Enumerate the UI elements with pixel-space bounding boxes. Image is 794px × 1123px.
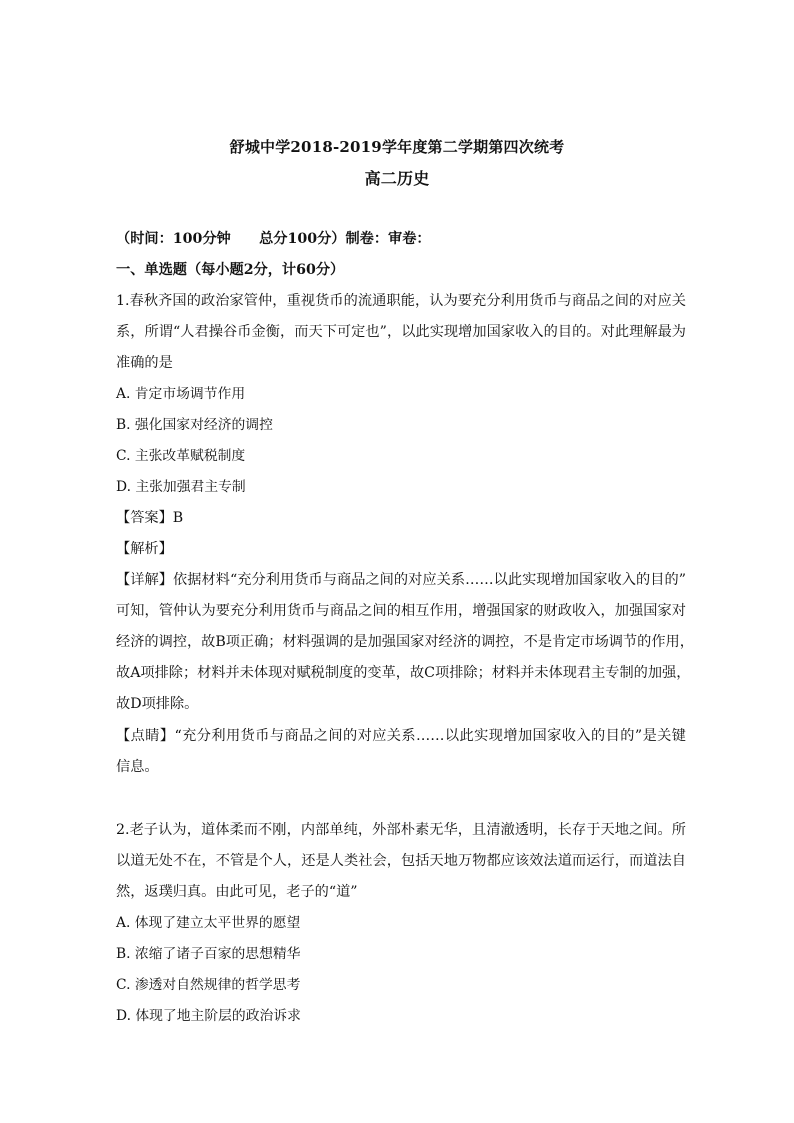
q2-stem-line-3: 然，返璞归真。由此可见，老子的“道” bbox=[116, 884, 358, 900]
subject-title: 高二历史 bbox=[364, 169, 430, 188]
q2-option-b: B. 浓缩了诸子百家的思想精华 bbox=[116, 946, 301, 962]
q1-stem-line-2: 系，所谓“人君操谷币金衡，而天下可定也”，以此实现增加国家收入的目的。对此理解最为 bbox=[116, 324, 686, 340]
q1-stem-line-3: 准确的是 bbox=[116, 355, 173, 371]
q1-detail-line-5: 故D项排除。 bbox=[116, 696, 199, 712]
q2-option-a: A. 体现了建立太平世界的愿望 bbox=[116, 915, 301, 931]
q2-stem-line-2: 以道无处不在，不管是个人，还是人类社会，包括天地万物都应该效法道而运行，而道法自 bbox=[116, 853, 686, 869]
q2-option-c: C. 渗透对自然规律的哲学思考 bbox=[116, 977, 301, 993]
q1-note-line-1: 【点睛】“充分利用货币与商品之间的对应关系……以此实现增加国家收入的目的”是关键 bbox=[116, 728, 686, 744]
q1-option-d: D. 主张加强君主专制 bbox=[116, 479, 246, 495]
q1-detail-line-2: 可知，管仲认为要充分利用货币与商品之间的相互作用，增强国家的财政收入，加强国家对 bbox=[116, 603, 686, 619]
q1-answer: 【答案】B bbox=[116, 510, 184, 526]
q1-detail-line-1: 【详解】依据材料“充分利用货币与商品之间的对应关系……以此实现增加国家收入的目的” bbox=[116, 572, 686, 588]
q1-option-c: C. 主张改革赋税制度 bbox=[116, 448, 246, 464]
q1-detail-line-4: 故A项排除；材料并未体现对赋税制度的变革，故C项排除；材料并未体现君主专制的加强， bbox=[116, 665, 691, 681]
q2-option-d: D. 体现了地主阶层的政治诉求 bbox=[116, 1008, 301, 1024]
school-title: 舒城中学2018-2019学年度第二学期第四次统考 bbox=[229, 138, 565, 156]
q1-stem-line-1: 1.春秋齐国的政治家管仲，重视货币的流通职能，认为要充分利用货币与商品之间的对应关 bbox=[116, 293, 686, 309]
q1-analysis-label: 【解析】 bbox=[116, 541, 173, 557]
exam-info: （时间：100分钟 总分100分）制卷：审卷： bbox=[116, 231, 431, 247]
section-heading: 一、单选题（每小题2分，计60分） bbox=[116, 262, 345, 278]
q1-note-line-2: 信息。 bbox=[116, 759, 159, 775]
q2-stem-line-1: 2.老子认为，道体柔而不刚，内部单纯，外部朴素无华，且清澈透明，长存于天地之间。所 bbox=[116, 822, 686, 838]
q1-option-b: B. 强化国家对经济的调控 bbox=[116, 417, 273, 433]
q1-detail-line-3: 经济的调控，故B项正确；材料强调的是加强国家对经济的调控，不是肯定市场调节的作用， bbox=[116, 634, 694, 650]
q1-option-a: A. 肯定市场调节作用 bbox=[116, 386, 246, 402]
